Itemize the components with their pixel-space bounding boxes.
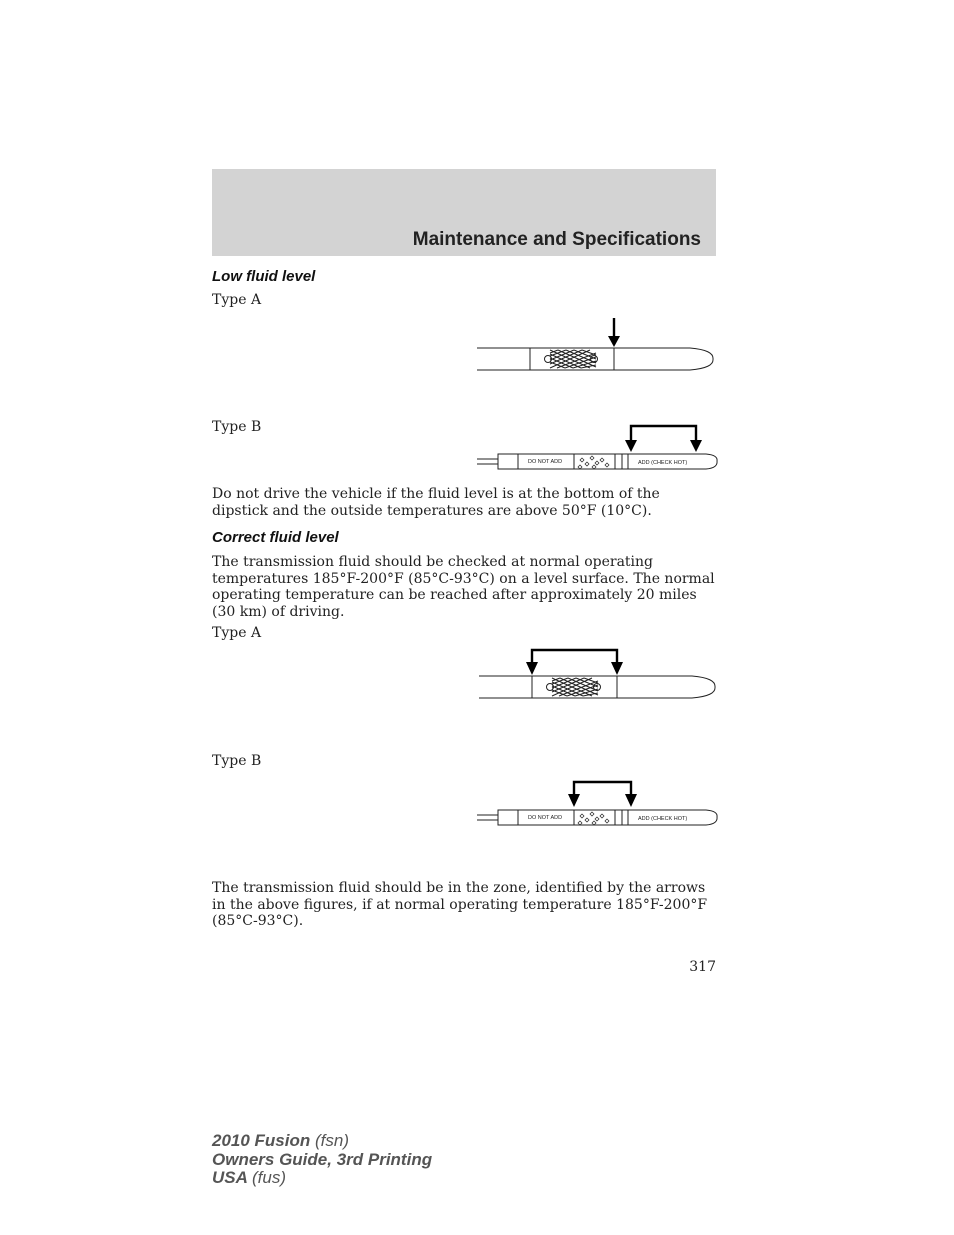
- footer-edition: [212, 1132, 432, 1188]
- correct-type-a-label: Type A: [212, 625, 262, 641]
- footer-guide: Owners Guide, 3rd Printing: [212, 1149, 433, 1169]
- low-fluid-paragraph: Do not drive the vehicle if the fluid level is at the bottom of the dipstick and the outside temperatures are above 50°F (10°C).: [212, 486, 660, 519]
- dipstick-type-a-low-figure: [470, 312, 720, 382]
- do-not-add-label: DO NOT ADD: [528, 459, 563, 465]
- dipstick-type-b-correct-figure: [470, 776, 720, 836]
- footer-model: 2010 Fusion: [212, 1131, 311, 1150]
- footer-line-region: [212, 1169, 432, 1188]
- dipstick-type-b-low-figure: [470, 420, 720, 480]
- correct-fluid-paragraph: The transmission fluid should be checked at normal operating temperatures 185°F-200°F (85°C-93°C) on a level surface. The normal operating temperature can be reached after approximately 20 miles (30 km) of driving.: [212, 554, 715, 620]
- footer-region: USA: [212, 1168, 248, 1187]
- add-check-hot-label: ADD (CHECK HOT): [638, 816, 688, 822]
- footer-region-code: (fus): [252, 1168, 286, 1187]
- page-number: 317: [689, 959, 716, 975]
- low-type-a-label: Type A: [212, 292, 262, 308]
- dipstick-type-a-correct-figure: [470, 640, 720, 710]
- low-fluid-heading: Low fluid level: [212, 268, 316, 285]
- correct-type-b-label: Type B: [212, 753, 262, 769]
- closing-paragraph: The transmission fluid should be in the zone, identified by the arrows in the above figures, if at normal operating temperature 185°F-200°F (85°C-93°C).: [212, 880, 708, 929]
- footer-line-model: [212, 1132, 432, 1151]
- add-check-hot-label: ADD (CHECK HOT): [638, 460, 688, 466]
- do-not-add-label: DO NOT ADD: [528, 815, 563, 821]
- section-header-band: [212, 169, 716, 256]
- footer-model-code: (fsn): [315, 1131, 349, 1150]
- correct-fluid-heading: Correct fluid level: [212, 529, 339, 546]
- low-type-b-label: Type B: [212, 419, 262, 435]
- section-title: Maintenance and Specifications: [412, 229, 701, 250]
